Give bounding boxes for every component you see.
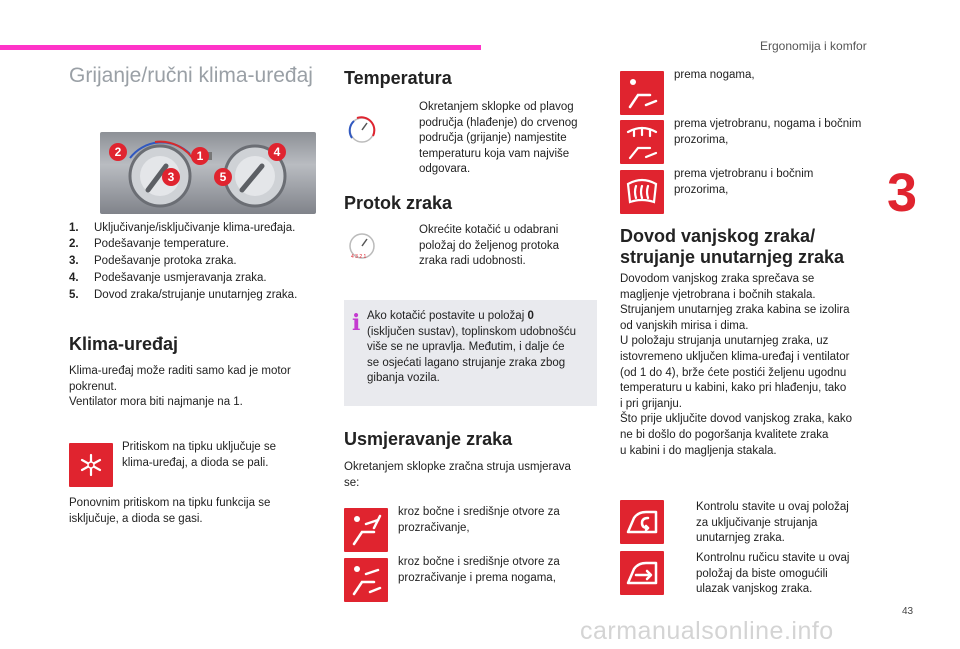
direction-option-1: kroz bočne i središnje otvore za prozračivanje, bbox=[398, 506, 560, 534]
foot-vent-icon bbox=[620, 71, 664, 115]
callout-3: 3 bbox=[162, 168, 180, 186]
direction-option-4: prema vjetrobranu, nogama i bočnim prozorima, bbox=[674, 118, 862, 146]
info-box: i Ako kotačić postavite u položaj 0 (isključen sustav), toplinskom udobnošću više se ne upravlja. Međutim, i dalje će se osjećati lagano strujanje zraka zbog gibanja vozila. bbox=[344, 300, 597, 406]
ac-button-icon bbox=[69, 443, 113, 487]
direction-option-5: prema vjetrobranu i bočnim prozorima, bbox=[674, 168, 814, 196]
list-item: 3. Podešavanje protoka zraka. bbox=[69, 255, 237, 267]
face-foot-vent-icon bbox=[344, 558, 388, 602]
list-item: 5. Dovod zraka/strujanje unutarnjeg zraka. bbox=[69, 289, 298, 301]
heading-usmjeravanje: Usmjeravanje zraka bbox=[344, 429, 513, 449]
temperature-instruction: Okretanjem sklopke od plavog područja (hlađenje) do crvenog područja (grijanje) namjestite temperaturu koja vam najviše odgovara. bbox=[419, 101, 578, 175]
klima-paragraph-2: Pritiskom na tipku uključuje se klima-uređaj, a dioda se pali. bbox=[122, 441, 277, 469]
recirculation-instruction-2: Kontrolnu ručicu stavite u ovaj položaj da biste omogućili ulazak vanjskog zraka. bbox=[696, 552, 850, 595]
control-panel-illustration bbox=[100, 132, 316, 214]
klima-paragraph-3: Ponovnim pritiskom na tipku funkcija se isključuje, a dioda se gasi. bbox=[69, 497, 271, 525]
page-title: Grijanje/ručni klima-uređaj bbox=[69, 64, 313, 87]
direction-option-2: kroz bočne i središnje otvore za prozračivanje i prema nogama, bbox=[398, 556, 560, 584]
fan-speed-instruction: Okrećite kotačić u odabrani položaj do željenog protoka zraka radi udobnosti. bbox=[419, 224, 560, 267]
face-vent-icon bbox=[344, 508, 388, 552]
callout-4: 4 bbox=[268, 143, 286, 161]
top-accent-bar bbox=[0, 45, 481, 50]
heading-dovod-zraka: Dovod vanjskog zraka/ strujanje unutarnjeg zraka bbox=[620, 226, 845, 267]
list-item: 2. Podešavanje temperature. bbox=[69, 238, 229, 250]
recirculation-instruction-1: Kontrolu stavite u ovaj položaj za uključivanje strujanja unutarnjeg zraka. bbox=[696, 501, 849, 544]
fresh-air-icon bbox=[620, 551, 664, 595]
recirculation-paragraph: Dovodom vanjskog zraka sprečava se magljenje vjetrobrana i bočnih stakala. Strujanjem unutarnjeg zraka kabina se izolira od vanjskih mirisa i dima. U položaju strujanja unutarnjeg zraka, uz istovremeno uključen klima-uređaj i ventilator (od 1 do 4), brže ćete postići željenu ugodnu temperaturu u kabini, kako pri hlađenju, tako i pri grijanju. Što prije uključite dovod vanjskog zraka, kako ne bi došlo do pogoršanja kvalitete zraka u kabini i do magljenja stakala. bbox=[620, 273, 853, 457]
heading-klima: Klima-uređaj bbox=[69, 334, 179, 354]
klima-paragraph-1: Klima-uređaj može raditi samo kad je motor pokrenut. Ventilator mora biti najmanje na 1. bbox=[69, 365, 291, 408]
recirculation-icon bbox=[620, 500, 664, 544]
windscreen-defrost-icon bbox=[620, 170, 664, 214]
svg-text:4 3 2 1: 4 3 2 1 bbox=[351, 254, 367, 260]
callout-5: 5 bbox=[214, 168, 232, 186]
windscreen-foot-vent-icon bbox=[620, 120, 664, 164]
fan-speed-dial-icon bbox=[344, 228, 380, 264]
list-item: 4. Podešavanje usmjeravanja zraka. bbox=[69, 272, 267, 284]
info-icon: i bbox=[352, 310, 361, 336]
heading-temperatura: Temperatura bbox=[344, 68, 452, 88]
list-item: 1. Uključivanje/isključivanje klima-uređaja. bbox=[69, 222, 296, 234]
direction-option-3: prema nogama, bbox=[674, 69, 755, 81]
heading-protok: Protok zraka bbox=[344, 193, 453, 213]
chapter-number: 3 bbox=[887, 163, 918, 223]
section-header: Ergonomija i komfor bbox=[760, 39, 867, 53]
temperature-dial-icon bbox=[344, 112, 380, 148]
page-number: 43 bbox=[902, 606, 914, 617]
watermark: carmanualsonline.info bbox=[580, 617, 834, 645]
direction-intro: Okretanjem sklopke zračna struja usmjerava se: bbox=[344, 461, 571, 489]
callout-1: 1 bbox=[191, 147, 209, 165]
callout-2: 2 bbox=[109, 143, 127, 161]
